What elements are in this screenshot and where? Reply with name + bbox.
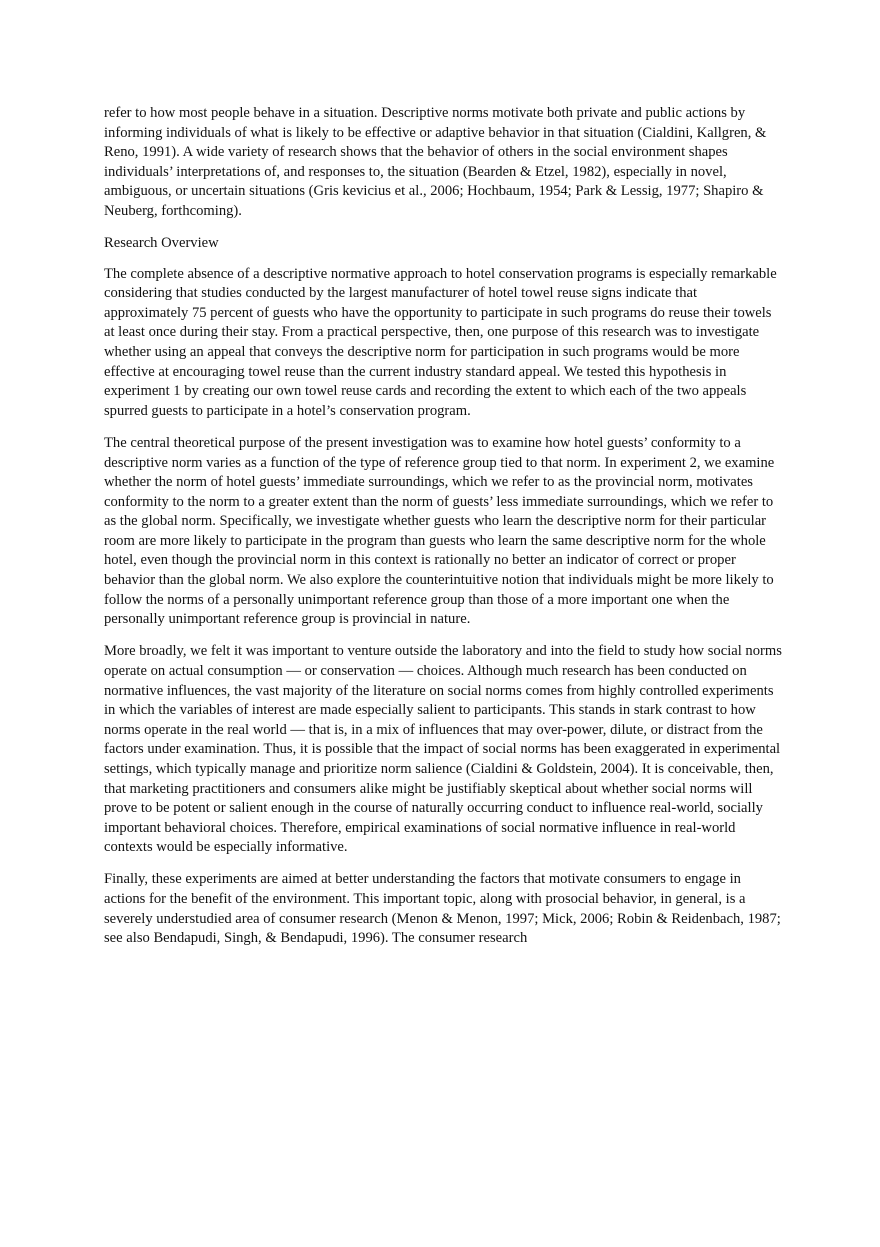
paragraph-absence: The complete absence of a descriptive normative approach to hotel conservation programs is especially remarkable considering that studies conducted by the largest manufacturer of hotel towel reuse signs indicate that approximately 75 percent of guests who have the opportunity to participate in such programs do reuse their towels at least once during their stay. From a practical perspective, then, one purpose of this research was to investigate whether using an appeal that conveys the descriptive norm for participation in such programs would be more effective at encouraging towel reuse than the current industry standard appeal. We tested this hypothesis in experiment 1 by creating our own towel reuse cards and recording the extent to which each of the two appeals spurred guests to participate in a hotel’s conservation program. bbox=[104, 265, 777, 419]
paragraph-field-study: More broadly, we felt it was important to venture outside the laboratory and into the field to study how social norms operate on actual consumption — or conservation — choices. Although much research has been conducted on normative influences, the vast majority of the literature on social norms comes from highly controlled experiments in which the variables of interest are made especially salient to participants. This stands in stark contrast to how norms operate in the real world — that is, in a mix of influences that may over-power, dilute, or distract from the factors under examination. Thus, it is possible that the impact of social norms has been exaggerated in experimental settings, which typically manage and prioritize norm salience (Cialdini & Goldstein, 2004). It is conceivable, then, that marketing practitioners and consumers alike might be justifiably skeptical about whether social norms will prove to be potent or salient enough in the course of naturally occurring conduct to influence real-world, socially important behavioral choices. Therefore, empirical examinations of social normative influence in real-world contexts would be especially informative. bbox=[104, 643, 782, 856]
paragraph-theoretical-purpose: The central theoretical purpose of the present investigation was to examine how hotel guests’ conformity to a descriptive norm varies as a function of the type of reference group tied to that norm. In experiment 2, we examine whether the norm of hotel guests’ immediate surroundings, which we refer to as the provincial norm, motivates conformity to the norm to a greater extent than the norm of guests’ less immediate surroundings, which we refer to as the global norm. Specifically, we investigate whether guests who learn the descriptive norm for their particular room are more likely to participate in the program than guests who learn the same descriptive norm for the whole hotel, even though the provincial norm in this context is rationally no better an indicator of correct or proper behavior than the global norm. We also explore the counterintuitive notion that individuals might be more likely to follow the norms of a personally unimportant reference group than those of a more important one when the personally unimportant reference group is provincial in nature. bbox=[104, 434, 775, 628]
paragraph-finally: Finally, these experiments are aimed at better understanding the factors that motivate consumers to engage in actions for the benefit of the environment. This important topic, along with prosocial behavior, in general, is a severely understudied area of consumer research (Menon & Menon, 1997; Mick, 2006; Robin & Reidenbach, 1987; see also Bendapudi, Singh, & Bendapudi, 1996). The consumer research bbox=[104, 871, 781, 947]
section-heading: Research Overview bbox=[104, 235, 219, 252]
document-page bbox=[104, 104, 784, 961]
paragraph-descriptive-norms: refer to how most people behave in a situation. Descriptive norms motivate both private and public actions by informing individuals of what is likely to be effective or adaptive behavior in that situation (Cialdini, Kallgren, & Reno, 1991). A wide variety of research shows that the behavior of others in the social environment shapes individuals’ interpretations of, and responses to, the situation (Bearden & Etzel, 1982), especially in novel, ambiguous, or uncertain situations (Gris kevicius et al., 2006; Hochbaum, 1954; Park & Lessig, 1977; Shapiro & Neuberg, forthcoming). bbox=[104, 105, 767, 219]
